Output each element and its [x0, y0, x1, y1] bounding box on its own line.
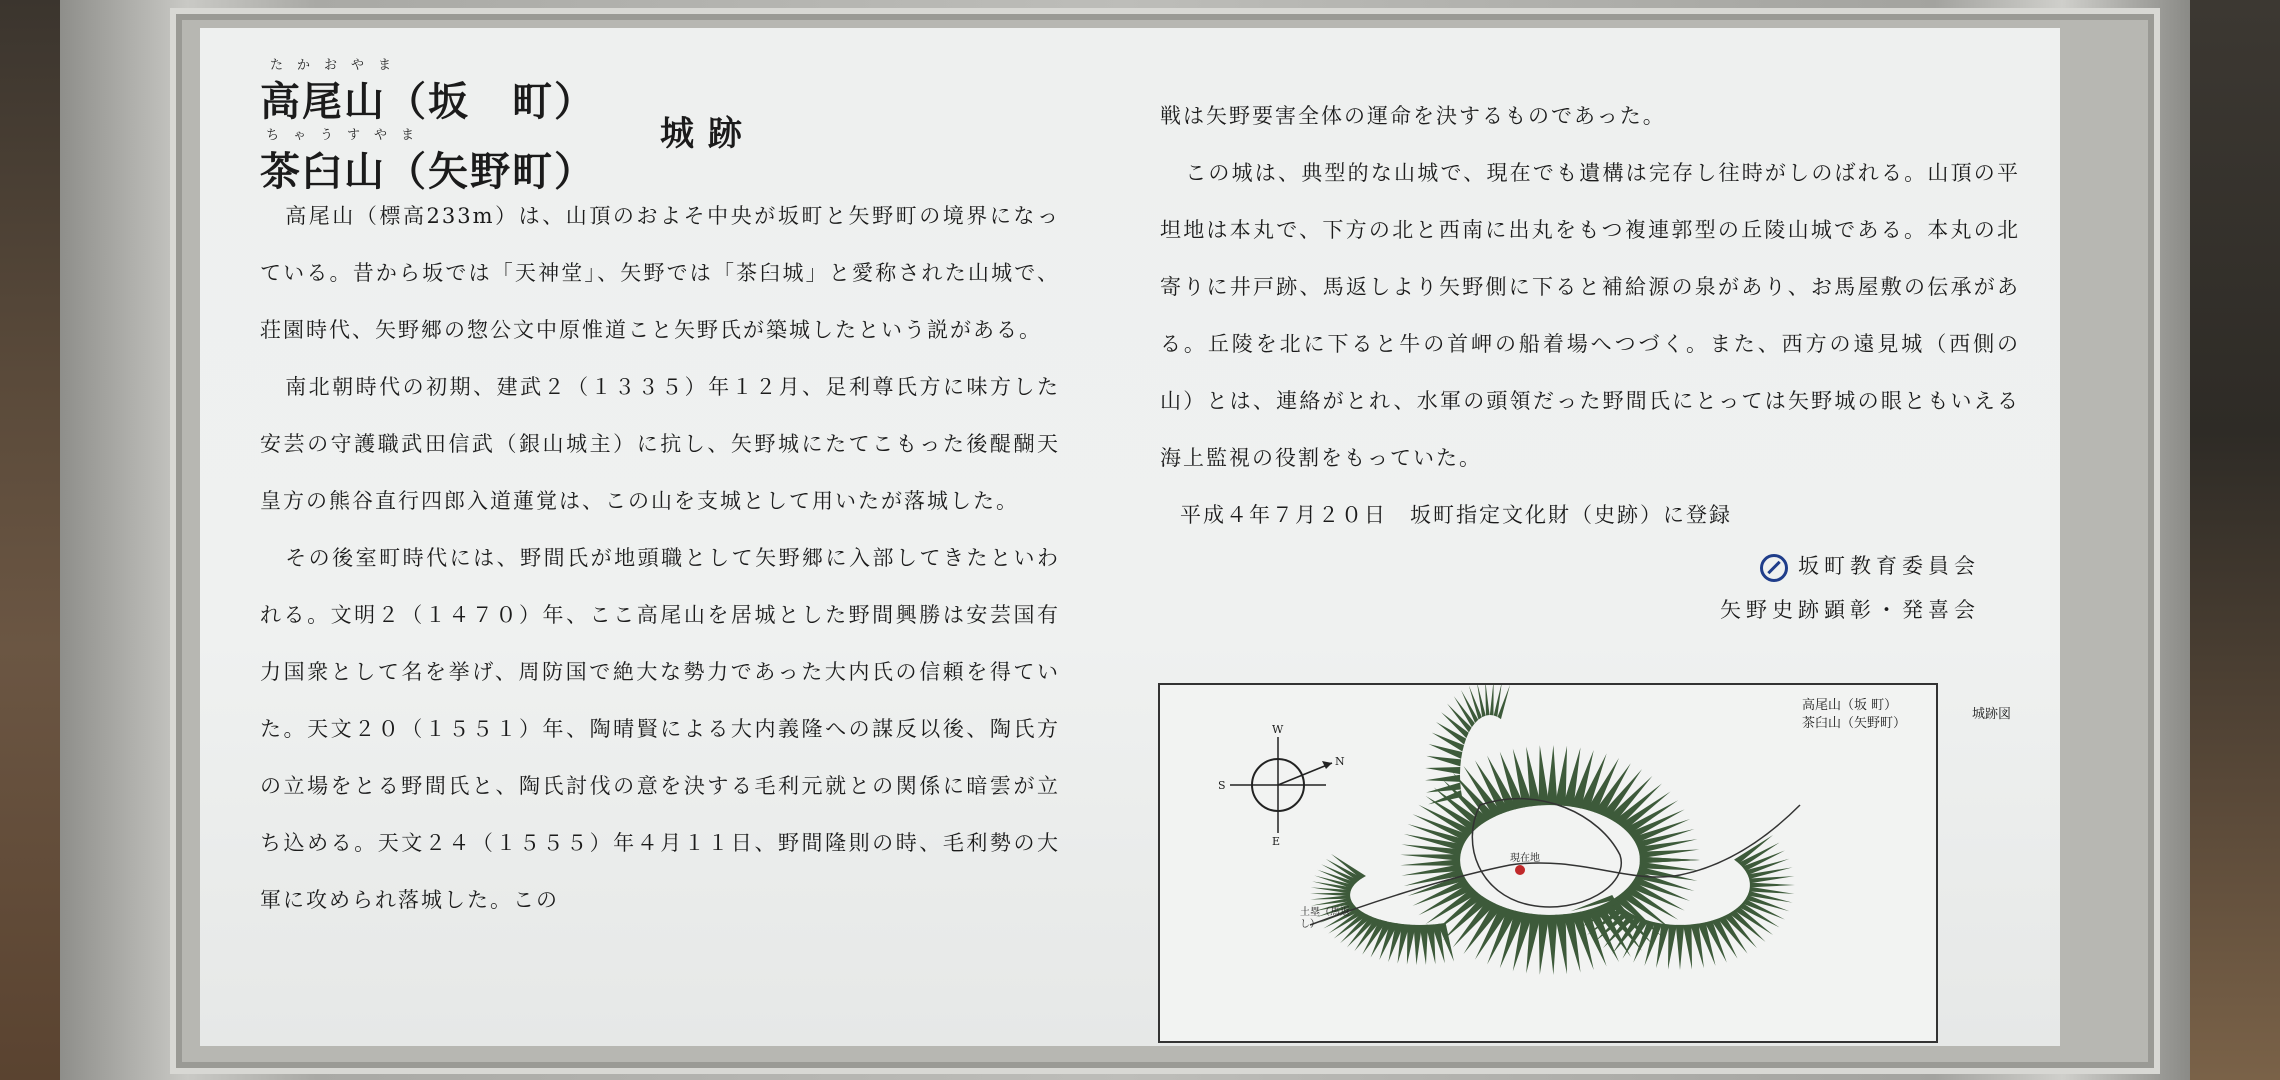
paragraph-4: 戦は矢野要害全体の運命を決するものであった。 — [1160, 104, 1666, 128]
organization-1 — [1160, 544, 1980, 588]
left-column — [260, 48, 1060, 929]
slope-mark — [1750, 883, 1795, 888]
slope-mark — [1498, 685, 1511, 719]
slope-mark — [1331, 854, 1366, 879]
slope-mark — [1668, 924, 1677, 969]
compass-e-label: E — [1272, 835, 1281, 848]
map-legend-line-1: 高尾山（坂 町） — [1801, 698, 1898, 713]
slope-mark — [1640, 857, 1700, 864]
title-suffix: 城跡 — [660, 114, 756, 154]
title-ruby-2: ちゃうすやま — [266, 128, 429, 143]
map-legend-line-2: 茶臼山（矢野町） — [1801, 716, 1906, 731]
slope-mark — [1676, 925, 1684, 970]
slope-mark — [1407, 925, 1416, 965]
current-location-marker — [1515, 865, 1525, 875]
town-logo-icon — [1760, 554, 1788, 582]
map-legend-suffix: 城跡図 — [1971, 707, 2011, 722]
paragraph-1: 高尾山（標高233m）は、山頂のおよそ中央が坂町と矢野町の境界になっている。昔から坂では「天神堂」、矢野では「茶臼城」と愛称された山城で、荘園時代、矢野郷の惣公文中原惟道こと矢野氏が築城したという説がある。 — [260, 204, 1060, 342]
paragraph-3: その後室町時代には、野間氏が地頭職として矢野郷に入部してきたといわれる。文明２（１４７０）年、ここ高尾山を居城とした野間興勝は安芸国有力国衆として名を挙げ、周防国で絶大な勢力であった大内氏の信頼を得ていた。天文２０（１５５１）年、陶晴賢による大内義隆への謀反以後、陶氏方の立場をとる野間氏と、陶氏討伐の意を決する毛利元就との関係に暗雲が立ち込める。天文２４（１５５５）年４月１１日、野間隆則の時、毛利勢の大軍に攻められ落城した。この — [260, 546, 1060, 912]
slope-mark — [1425, 775, 1460, 782]
castle-site-map — [1158, 683, 2011, 1043]
slope-mark — [1538, 915, 1549, 975]
information-board — [200, 28, 2060, 1046]
terrain-hatching — [1310, 685, 1795, 975]
slope-mark — [1310, 893, 1350, 897]
map-label-current-location: 現在地 — [1510, 853, 1540, 864]
slope-mark — [1555, 746, 1567, 806]
compass-n-label: N — [1335, 755, 1345, 768]
slope-mark — [1400, 859, 1460, 866]
title-ruby-1: たかおやま — [270, 58, 406, 73]
slope-mark — [1469, 685, 1482, 719]
slope-mark — [1547, 915, 1558, 975]
title-line-2: 茶臼山（矢野町） — [260, 148, 596, 195]
paragraph-2: 南北朝時代の初期、建武２（１３３５）年１２月、足利尊氏方に味方した安芸の守護職武田信武（銀山城主）に抗し、矢野城にたてこもった後醍醐天皇方の熊谷直行四郎入道蓮覚は、この山を支城として用いたが落城した。 — [260, 375, 1060, 513]
right-column — [1160, 88, 2020, 632]
slope-mark — [1400, 854, 1460, 861]
slope-mark — [1547, 745, 1558, 805]
title-line-1: 高尾山（坂 町） — [260, 78, 596, 125]
slope-mark — [1426, 756, 1461, 767]
slope-mark — [1683, 924, 1692, 969]
map-drawing — [1160, 685, 1936, 1041]
title-block — [260, 48, 1060, 195]
organization-1-label: 坂町教育委員会 — [1798, 554, 1980, 578]
paragraph-5: この城は、典型的な山城で、現在でも遺構は完存し往時がしのばれる。山頂の平坦地は本丸で、下方の北と西南に出丸をもつ複連郭型の丘陵山城である。本丸の北寄りに井戸跡、馬返しより矢野側に下ると補給源の泉があり、お馬屋敷の伝承がある。丘陵を北に下ると牛の首岬の船着場へつづく。また、西方の遠見城（西側の山）とは、連絡がとれ、水軍の頭領だった野間氏にとっては矢野城の眼ともいえる海上監視の役割をもっていた。 — [1160, 161, 2020, 470]
organization-2: 矢野史跡顕彰・発喜会 — [1720, 598, 1980, 622]
registration-date: 平成４年７月２０日 坂町指定文化財（史跡）に登録 — [1180, 503, 1732, 527]
slope-mark — [1485, 685, 1489, 716]
slope-mark — [1490, 685, 1494, 715]
compass-icon — [1230, 737, 1332, 833]
slope-mark — [1310, 895, 1350, 899]
map-label-earthwork: 土塁（馬返し） — [1300, 907, 1350, 930]
slope-mark — [1428, 790, 1462, 804]
slope-mark — [1425, 767, 1460, 774]
compass-w-label: W — [1272, 723, 1284, 736]
compass-s-label: S — [1218, 779, 1226, 792]
slope-mark — [1414, 925, 1422, 965]
